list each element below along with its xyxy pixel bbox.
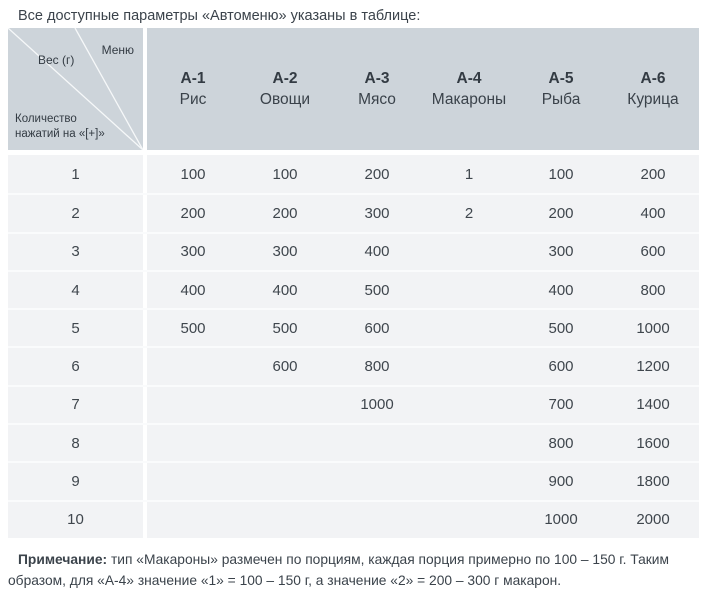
table-row bbox=[8, 500, 699, 538]
value-cell: 400 bbox=[239, 272, 331, 308]
column-code: А-2 bbox=[272, 69, 298, 87]
value-cell bbox=[239, 425, 331, 461]
value-cell: 500 bbox=[239, 310, 331, 346]
corner-presses-label-line1: Количество bbox=[15, 113, 77, 126]
value-cell bbox=[331, 463, 423, 499]
corner-weight-label: Вес (г) bbox=[38, 53, 75, 67]
column-name: Мясо bbox=[358, 90, 396, 108]
table-header-row bbox=[8, 28, 699, 150]
value-cell: 100 bbox=[515, 155, 607, 193]
table-row bbox=[8, 308, 699, 346]
value-cell bbox=[423, 387, 515, 423]
column-header-a5 bbox=[515, 28, 607, 150]
column-header-a2 bbox=[239, 28, 331, 150]
automenu-table bbox=[8, 28, 699, 538]
value-cell: 1200 bbox=[607, 348, 699, 384]
table-row bbox=[8, 193, 699, 231]
value-cell: 200 bbox=[239, 195, 331, 231]
value-cell: 200 bbox=[147, 195, 239, 231]
value-cell: 300 bbox=[239, 234, 331, 270]
corner-presses-label bbox=[15, 112, 105, 142]
column-name: Макароны bbox=[431, 90, 507, 108]
column-code: А-3 bbox=[364, 69, 390, 87]
value-cell: 600 bbox=[331, 310, 423, 346]
column-name: Рыба bbox=[541, 90, 581, 108]
column-header-a6 bbox=[607, 28, 699, 150]
presses-cell: 10 bbox=[8, 502, 143, 538]
table-row bbox=[8, 232, 699, 270]
value-cell: 700 bbox=[515, 387, 607, 423]
value-cell: 1400 bbox=[607, 387, 699, 423]
column-headers bbox=[147, 28, 699, 150]
note-label: Примечание: bbox=[18, 551, 108, 567]
value-cell bbox=[147, 425, 239, 461]
value-cell bbox=[239, 463, 331, 499]
value-cell bbox=[239, 387, 331, 423]
value-cell: 1 bbox=[423, 155, 515, 193]
value-cell: 100 bbox=[239, 155, 331, 193]
value-cell bbox=[147, 348, 239, 384]
value-cell bbox=[239, 502, 331, 538]
presses-cell: 1 bbox=[8, 155, 143, 193]
value-cell: 1600 bbox=[607, 425, 699, 461]
table-row bbox=[8, 270, 699, 308]
value-cell: 300 bbox=[331, 195, 423, 231]
page-title: Все доступные параметры «Автоменю» указаны в таблице: bbox=[18, 8, 421, 24]
column-header-a1 bbox=[147, 28, 239, 150]
value-cell: 300 bbox=[515, 234, 607, 270]
column-code: А-6 bbox=[640, 69, 666, 87]
presses-cell: 3 bbox=[8, 234, 143, 270]
table-body bbox=[8, 155, 699, 538]
value-cell: 400 bbox=[607, 195, 699, 231]
table-row bbox=[8, 423, 699, 461]
value-cell: 200 bbox=[515, 195, 607, 231]
value-cell: 300 bbox=[147, 234, 239, 270]
value-cell: 900 bbox=[515, 463, 607, 499]
note bbox=[8, 550, 693, 592]
value-cell bbox=[331, 425, 423, 461]
column-name: Овощи bbox=[259, 90, 311, 108]
presses-cell: 8 bbox=[8, 425, 143, 461]
value-cell: 200 bbox=[607, 155, 699, 193]
value-cell bbox=[423, 425, 515, 461]
presses-cell: 2 bbox=[8, 195, 143, 231]
value-cell: 600 bbox=[515, 348, 607, 384]
presses-cell: 6 bbox=[8, 348, 143, 384]
value-cell: 2 bbox=[423, 195, 515, 231]
value-cell bbox=[331, 502, 423, 538]
corner-presses-label-line2: нажатий на «[+]» bbox=[15, 128, 105, 141]
presses-cell: 5 bbox=[8, 310, 143, 346]
table-row bbox=[8, 385, 699, 423]
column-code: А-4 bbox=[456, 69, 482, 87]
value-cell: 100 bbox=[147, 155, 239, 193]
corner-cell bbox=[8, 28, 143, 150]
value-cell: 500 bbox=[515, 310, 607, 346]
column-code: А-1 bbox=[180, 69, 206, 87]
value-cell: 800 bbox=[607, 272, 699, 308]
value-cell: 1000 bbox=[607, 310, 699, 346]
presses-cell: 4 bbox=[8, 272, 143, 308]
value-cell bbox=[423, 234, 515, 270]
column-code: А-5 bbox=[548, 69, 574, 87]
value-cell: 1000 bbox=[331, 387, 423, 423]
value-cell: 400 bbox=[331, 234, 423, 270]
column-name: Курица bbox=[627, 90, 679, 108]
value-cell: 800 bbox=[331, 348, 423, 384]
value-cell: 600 bbox=[607, 234, 699, 270]
value-cell bbox=[423, 502, 515, 538]
value-cell: 600 bbox=[239, 348, 331, 384]
column-header-a3 bbox=[331, 28, 423, 150]
value-cell bbox=[423, 348, 515, 384]
value-cell bbox=[423, 463, 515, 499]
value-cell: 2000 bbox=[607, 502, 699, 538]
corner-menu-label: Меню bbox=[101, 43, 134, 57]
value-cell bbox=[423, 310, 515, 346]
column-header-a4 bbox=[423, 28, 515, 150]
note-text: тип «Макароны» размечен по порциям, каждая порция примерно по 100 – 150 г. Таким образом, для «А-4» значение «1» = 100 – 150 г, а значение «2» = 200 – 300 г макарон. bbox=[8, 551, 669, 588]
value-cell: 500 bbox=[331, 272, 423, 308]
presses-cell: 7 bbox=[8, 387, 143, 423]
table-row bbox=[8, 155, 699, 193]
presses-cell: 9 bbox=[8, 463, 143, 499]
value-cell: 800 bbox=[515, 425, 607, 461]
table-row bbox=[8, 461, 699, 499]
value-cell bbox=[147, 463, 239, 499]
value-cell: 1000 bbox=[515, 502, 607, 538]
value-cell: 200 bbox=[331, 155, 423, 193]
value-cell bbox=[147, 387, 239, 423]
table-row bbox=[8, 346, 699, 384]
value-cell: 400 bbox=[515, 272, 607, 308]
value-cell: 500 bbox=[147, 310, 239, 346]
value-cell: 1800 bbox=[607, 463, 699, 499]
column-name: Рис bbox=[179, 90, 207, 108]
value-cell bbox=[147, 502, 239, 538]
value-cell: 400 bbox=[147, 272, 239, 308]
value-cell bbox=[423, 272, 515, 308]
